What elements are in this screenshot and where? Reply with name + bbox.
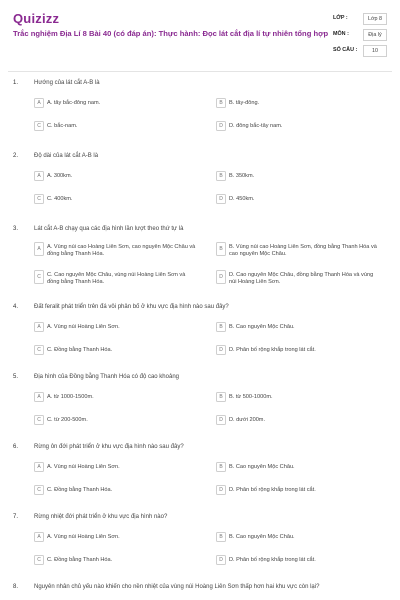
option-text: A. tây bắc-đông nam. — [47, 99, 101, 106]
question-number: 7. — [13, 514, 19, 520]
question-list — [0, 78, 400, 600]
quizizz-logo: Quizizz — [13, 11, 60, 26]
option-letter: D — [216, 555, 226, 565]
option-text: B. Cao nguyên Mộc Châu. — [229, 463, 295, 470]
question-text: Đất feralit phát triển trên đá vôi phân bố ở khu vực địa hình nào sau đây? — [34, 304, 229, 310]
option-letter: C — [34, 485, 44, 495]
question-number: 6. — [13, 444, 19, 450]
option-text: D. Phân bố rộng khắp trong lát cắt. — [229, 346, 316, 353]
option-text: A. Vùng núi Hoàng Liên Sơn. — [47, 463, 120, 470]
option-letter: D — [216, 194, 226, 204]
question-1 — [0, 78, 400, 151]
question-text: Lát cắt A-B chạy qua các địa hình lần lượt theo thứ tự là — [34, 226, 184, 232]
option-letter: D — [216, 415, 226, 425]
question-text: Độ dài của lát cắt A-B là — [34, 153, 99, 159]
option-text: B. Cao nguyên Mộc Châu. — [229, 533, 295, 540]
option-text: D. đông bắc-tây nam. — [229, 122, 283, 129]
option-text: C. bắc-nam. — [47, 122, 78, 129]
question-8 — [0, 582, 400, 600]
option-text: B. 350km. — [229, 172, 255, 179]
header-divider — [8, 71, 392, 72]
option-text: D. 450km. — [229, 195, 255, 202]
option-letter: A — [34, 171, 44, 181]
option-letter: A — [34, 98, 44, 108]
option-letter: B — [216, 98, 226, 108]
option-text: C. Cao nguyên Mộc Châu, vùng núi Hoàng Liên Sơn và đồng bằng Thanh Hóa. — [47, 271, 186, 286]
option-text: B. tây-đông. — [229, 99, 260, 106]
option-letter: A — [34, 532, 44, 542]
option-letter: C — [34, 194, 44, 204]
option-letter: C — [34, 121, 44, 131]
option-text: C. từ 200-500m. — [47, 416, 88, 423]
option-text: A. 300km. — [47, 172, 73, 179]
option-letter: D — [216, 345, 226, 355]
option-text: D. dưới 200m. — [229, 416, 266, 423]
question-7 — [0, 512, 400, 582]
question-number: 3. — [13, 226, 19, 232]
question-text: Địa hình của Đồng bằng Thanh Hóa có độ cao khoảng — [34, 374, 179, 380]
option-letter: A — [34, 392, 44, 402]
option-text: B. Cao nguyên Mộc Châu. — [229, 323, 295, 330]
option-text: A. từ 1000-1500m. — [47, 393, 94, 400]
question-5 — [0, 372, 400, 442]
option-text: D. Cao nguyên Mộc Châu, đồng bằng Thanh Hóa và vùng núi Hoàng Liên Sơn. — [229, 271, 374, 286]
quiz-meta — [333, 13, 391, 61]
option-letter: C — [34, 555, 44, 565]
option-letter: A — [34, 322, 44, 332]
meta-subject — [333, 29, 391, 45]
option-letter: D — [216, 485, 226, 495]
option-letter: B — [216, 242, 226, 256]
option-text: D. Phân bố rộng khắp trong lát cắt. — [229, 556, 316, 563]
question-4 — [0, 302, 400, 372]
question-text: Rừng ôn đới phát triển ở khu vực địa hình nào sau đây? — [34, 444, 184, 450]
option-text: D. Phân bố rộng khắp trong lát cắt. — [229, 486, 316, 493]
meta-grade-value: Lớp 8 — [363, 13, 387, 25]
option-letter: C — [34, 345, 44, 355]
option-text: A. Vùng núi cao Hoàng Liên Sơn, cao nguyên Mộc Châu và đồng bằng Thanh Hóa. — [47, 243, 196, 258]
meta-count-label: SỐ CÂU : — [333, 47, 358, 53]
question-number: 8. — [13, 584, 19, 590]
option-letter: D — [216, 121, 226, 131]
option-text: C. Đồng bằng Thanh Hóa. — [47, 346, 113, 353]
option-letter: B — [216, 392, 226, 402]
option-letter: B — [216, 322, 226, 332]
option-letter: C — [34, 415, 44, 425]
option-text: B. Vùng núi cao Hoàng Liên Sơn, đồng bằng Thanh Hóa và cao nguyên Mộc Châu. — [229, 243, 377, 258]
option-text: B. từ 500-1000m. — [229, 393, 273, 400]
option-text: A. Vùng núi Hoàng Liên Sơn. — [47, 323, 120, 330]
meta-count — [333, 45, 391, 61]
question-number: 4. — [13, 304, 19, 310]
question-number: 1. — [13, 80, 19, 86]
question-6 — [0, 442, 400, 512]
option-letter: A — [34, 242, 44, 256]
question-number: 2. — [13, 153, 19, 159]
question-text: Nguyên nhân chủ yếu nào khiến cho nền nhiệt của vùng núi Hoàng Liên Sơn thấp hơn hai khu vực còn lại? — [34, 584, 320, 590]
meta-subject-label: MÔN : — [333, 31, 349, 37]
option-text: C. Đồng bằng Thanh Hóa. — [47, 486, 113, 493]
option-letter: B — [216, 171, 226, 181]
question-text: Rừng nhiệt đới phát triển ở khu vực địa hình nào? — [34, 514, 168, 520]
option-text: C. Đồng bằng Thanh Hóa. — [47, 556, 113, 563]
question-3 — [0, 224, 400, 302]
meta-subject-value: Địa lý — [363, 29, 387, 41]
option-letter: C — [34, 270, 44, 284]
document-header — [0, 0, 400, 72]
meta-count-value: 10 — [363, 45, 387, 57]
option-letter: B — [216, 532, 226, 542]
question-number: 5. — [13, 374, 19, 380]
option-letter: D — [216, 270, 226, 284]
meta-grade-label: LỚP : — [333, 15, 348, 21]
question-text: Hướng của lát cắt A-B là — [34, 80, 100, 86]
meta-grade — [333, 13, 391, 29]
option-letter: B — [216, 462, 226, 472]
question-2 — [0, 151, 400, 224]
option-letter: A — [34, 462, 44, 472]
document-title: Trắc nghiệm Địa Lí 8 Bài 40 (có đáp án): Thực hành: Đọc lát cắt địa lí tự nhiên tổng hợp — [13, 29, 329, 38]
option-text: A. Vùng núi Hoàng Liên Sơn. — [47, 533, 120, 540]
option-text: C. 400km. — [47, 195, 73, 202]
